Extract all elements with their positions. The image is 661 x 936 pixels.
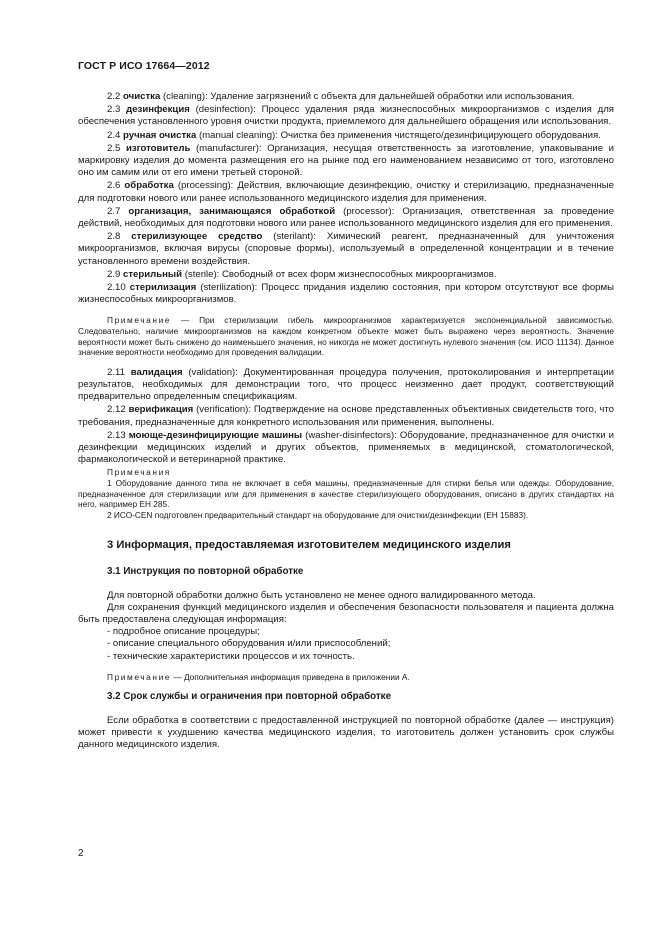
paragraph: Для повторной обработки должно быть установлено не менее одного валидированного метода. (107, 589, 536, 601)
list-item: - технические характеристики процессов и их точность. (107, 650, 355, 662)
definition-2-11: 2.11 валидация (validation): Документированная процедура получения, протоколирования и интерпретации результатов, необходимых для демонстрации того, что процесс неизменно дает продукт, соответствующий предварительно определенным спецификациям. (78, 366, 614, 403)
note-annex: Примечание — Дополнительная информация приведена в приложении А. (107, 671, 410, 682)
definition-2-12: 2.12 верификация (verification): Подтверждение на основе представленных объективных свидетельств того, что требования, предназначенные для конкретного использования или применения, выполнены. (78, 404, 614, 428)
definition-term: верификация (128, 404, 194, 416)
definition-2-4: 2.4 ручная очистка (manual cleaning): Очистка без применения чистящего/дезинфицирующего оборудования. (107, 129, 601, 141)
note-item-2: 2 ИСО-CEN подготовлен предварительный стандарт на оборудование для очистки/дезинфекции (ЕН 15883). (107, 509, 529, 520)
section-3-2-title: 3.2 Срок службы и ограничения при повторной обработке (107, 691, 392, 703)
definition-2-13: 2.13 моюще-дезинфицирующие машины (washer-disinfectors): Оборудование, предназначенное для очистки и дезинфекции медицинских изделий и других объектов, применяемых в медицинской, стоматологической, фармакологической и ветеринарной практике. (78, 429, 614, 466)
definition-2-8: 2.8 стерилизующее средство (sterilant): Химический реагент, предназначенный для уничтожения микроорганизмов, включая вирусы (споровые формы), используемый в определенной концентрации и в течение установленного времени воздействия. (78, 231, 614, 267)
definition-2-7: 2.7 организация, занимающаяся обработкой (processor): Организация, ответственная за проведение действий, необходимых для подготовки нового или ранее использованного медицинского изделия для его применения. (78, 205, 614, 230)
section-3-title: 3 Информация, предоставляемая изготовителем медицинского изделия (107, 539, 511, 552)
definition-term: дезинфекция (126, 104, 190, 116)
page-number: 2 (78, 848, 84, 859)
definition-term: моюще-дезинфицирующие машины (128, 429, 303, 441)
notes-heading: Примечания (107, 467, 171, 478)
note-item-1: 1 Оборудование данного типа не включает в себя машины, предназначенные для стирки белья или одежды. Оборудование, предназначенное для стерилизации или для применения в качестве стерилизующего оборудования, описано в других стандартах на него, например ЕН 285. (78, 478, 614, 510)
definition-2-9: 2.9 стерильный (sterile): Свободный от всех форм жизнеспособных микроорганизмов. (107, 268, 497, 280)
definition-term: валидация (130, 366, 183, 378)
definition-2-10: 2.10 стерилизация (sterilization): Процесс придания изделию состояния, при котором отсутствуют все формы жизнеспособных микроорганизмов. (78, 282, 614, 306)
definition-term: изготовитель (125, 142, 191, 154)
section-3-1-title: 3.1 Инструкция по повторной обработке (107, 566, 304, 578)
definition-term: стерилизация (129, 282, 197, 294)
definition-term: стерильный (123, 268, 183, 280)
definition-term: обработка (124, 180, 174, 192)
page-content (78, 91, 614, 751)
definition-term: стерилизующее средство (131, 231, 263, 243)
definition-2-5: 2.5 изготовитель (manufacturer): Организация, несущая ответственность за изготовление, упаковывание и маркировку изделия до момента размещения его на рынке под его наименованием независимо от того, изготовлено оно им самим или от его имени третьей стороной. (78, 142, 614, 179)
paragraph: Если обработка в соответствии с предоставленной инструкцией по повторной обработке (далее — инструкция) может привести к ухудшению качества медицинского изделия, то изготовитель должен установить срок службы данного медицинского изделия. (78, 714, 614, 751)
list-item: - описание специального оборудования и/или приспособлений; (107, 638, 391, 650)
paragraph: Для сохранения функций медицинского изделия и обеспечения безопасности пользователя и пациента должна быть предоставлена следующая информация: (78, 601, 614, 626)
list-item: - подробное описание процедуры; (107, 626, 260, 638)
definition-term: организация, занимающаяся обработкой (128, 205, 336, 217)
note-sterilization: Примечание — При стерилизации гибель микроорганизмов характеризуется экспоненциальной зависимостью. Следовательно, наличие микроорганизмов на каждом конкретном объекте может быть выражено через вероятность. Значение вероятности может быть снижено до наименьшего значения, но никогда не может достигнуть нулевого значения (см. ИСО 11134). Данное значение вероятности необходимо для проведения валидации. (78, 315, 614, 358)
definition-2-6: 2.6 обработка (processing): Действия, включающие дезинфекцию, очистку и стерилизацию, предназначенные для подготовки нового или ранее использованного медицинского изделия для применения. (78, 180, 614, 204)
definition-term: ручная очистка (123, 129, 197, 141)
definition-2-3: 2.3 дезинфекция (desinfection): Процесс удаления ряда жизнеспособных микроорганизмов с изделия для обеспечения установленного уровня очистки продукта, приемлемого для дальнейшего обращения или использования. (78, 104, 615, 128)
definition-term: очистка (123, 91, 161, 102)
definition-2-2: 2.2 очистка (cleaning): Удаление загрязнений с объекта для дальнейшей обработки или использования. (107, 91, 575, 102)
standard-header: ГОСТ Р ИСО 17664—2012 (78, 60, 210, 72)
